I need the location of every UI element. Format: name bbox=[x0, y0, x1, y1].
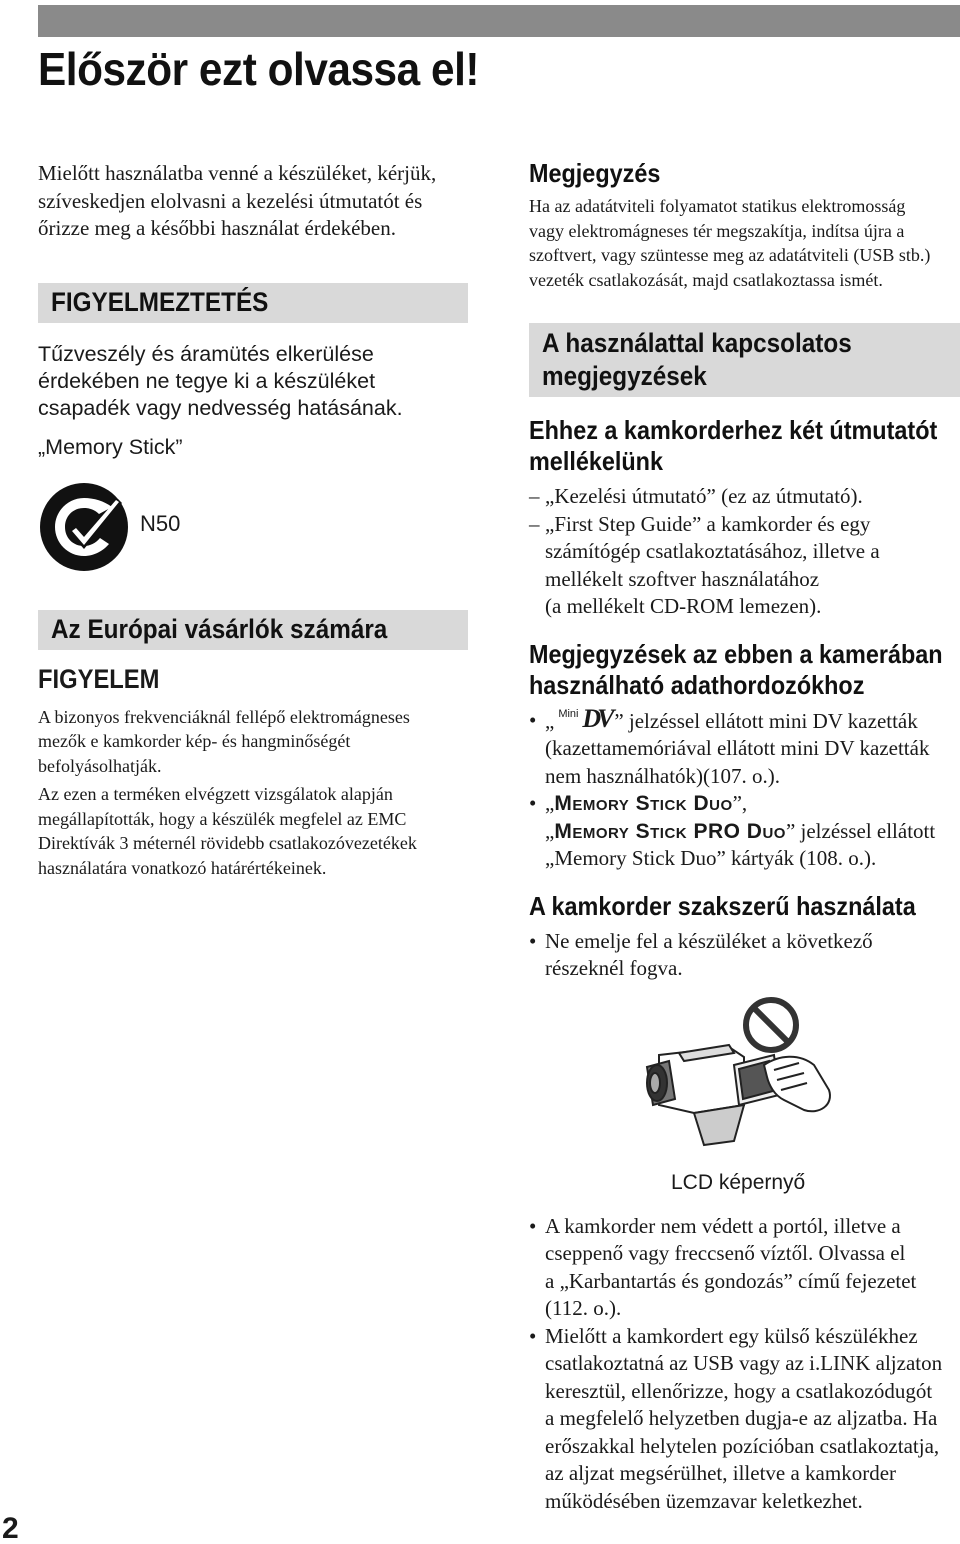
media-list bbox=[529, 703, 960, 873]
text-line: Mielőtt a kamkordert egy külső készülékhez bbox=[545, 1323, 918, 1348]
text-line: (kazettamemóriával ellátott mini DV kazetták bbox=[545, 736, 930, 760]
intro-line: szíveskedjen elolvasni a kezelési útmutatót és bbox=[38, 188, 423, 213]
logo-code: N50 bbox=[140, 510, 181, 536]
text-line: nem használhatók)(107. o.). bbox=[545, 763, 781, 788]
page-number: 2 bbox=[2, 1512, 19, 1544]
guides-list bbox=[529, 483, 960, 621]
ctick-logo-icon bbox=[38, 481, 130, 573]
usage-heading-bar bbox=[529, 323, 960, 397]
text-line: a „Karbantartás és gondozás” című fejezetet bbox=[545, 1268, 917, 1293]
intro-line: őrizze meg a későbbi használat érdekében. bbox=[38, 216, 396, 240]
proper-use-list bbox=[529, 928, 960, 983]
eu-heading-bar bbox=[38, 610, 468, 650]
text-line: mezők e kamkorder kép- és hangminőségét bbox=[38, 731, 351, 751]
heading-line: Ehhez a kamkorderhez két útmutatót bbox=[529, 415, 938, 445]
text-line: (a mellékelt CD-ROM lemezen). bbox=[545, 594, 822, 618]
text-line: „Memory Stick Duo” kártyák (108. o.). bbox=[545, 846, 877, 870]
left-column bbox=[38, 160, 470, 880]
text-line: megállapították, hogy a készülék megfelel az EMC bbox=[38, 808, 407, 829]
list-item bbox=[529, 511, 960, 621]
heading-line: Megjegyzések az ebben a kamerában bbox=[529, 638, 943, 669]
proper-use-heading: A kamkorder szakszerű használata bbox=[529, 890, 916, 921]
text-line: (112. o.). bbox=[545, 1296, 622, 1320]
intro-text bbox=[38, 160, 470, 243]
proper-use-section bbox=[529, 891, 960, 983]
list-item bbox=[529, 790, 960, 873]
text-line: részeknél fogva. bbox=[545, 956, 683, 980]
warning-text bbox=[38, 341, 470, 422]
note-heading: Megjegyzés bbox=[529, 158, 661, 188]
page-title: Először ezt olvassa el! bbox=[38, 43, 480, 95]
warning-line: csapadék vagy nedvesség hatásának. bbox=[38, 395, 403, 420]
text-line: Az ezen a terméken elvégzett vizsgálatok alapján bbox=[38, 784, 393, 804]
text-line: A bizonyos frekvenciáknál fellépő elektromágneses bbox=[38, 706, 410, 727]
care-list bbox=[529, 1213, 960, 1516]
minidv-logo-icon bbox=[554, 703, 614, 733]
warning-line: Tűzveszély és áramütés elkerülése bbox=[38, 341, 374, 366]
text-line: erőszakkal helytelen pozícióban csatlakoztatja, bbox=[545, 1433, 940, 1458]
text-line: „Kezelési útmutató” (ez az útmutató). bbox=[545, 484, 863, 508]
text-line: Direktívák 3 méternél rövidebb csatlakozóvezetékek bbox=[38, 833, 417, 853]
ctick-logo-row bbox=[38, 475, 470, 585]
text-line: A kamkorder nem védett a portól, illetve a bbox=[545, 1213, 901, 1238]
quote-mark: „ bbox=[545, 818, 555, 843]
text-line: ” jelzéssel ellátott bbox=[785, 818, 936, 843]
quote-mark: „ bbox=[545, 708, 555, 733]
usage-heading-line: megjegyzések bbox=[542, 361, 707, 391]
memory-stick-label: „Memory Stick” bbox=[38, 434, 183, 459]
heading-line: mellékelünk bbox=[529, 446, 663, 476]
warning-heading: FIGYELMEZTETÉS bbox=[51, 287, 269, 317]
quote-mark: „ bbox=[545, 791, 555, 815]
text-line: vagy elektromágneses tér megszakítja, indítsa újra a bbox=[529, 220, 905, 241]
list-item bbox=[529, 928, 960, 983]
figyelem-heading: FIGYELEM bbox=[38, 663, 160, 694]
text-line: Ne emelje fel a készüléket a következő bbox=[545, 928, 873, 953]
guides-heading bbox=[529, 415, 938, 477]
text-line: csatlakoztatná az USB vagy az i.LINK aljzaton bbox=[545, 1351, 943, 1375]
heading-line: használható adathordozókhoz bbox=[529, 669, 865, 700]
text-line: vezeték csatlakozását, majd csatlakoztassa ismét. bbox=[529, 269, 883, 290]
lcd-label: LCD képernyő bbox=[671, 1170, 806, 1194]
warning-line: érdekében ne tegye ki a készüléket bbox=[38, 368, 376, 393]
text-line: cseppenő vagy freccsenő víztől. Olvassa el bbox=[545, 1241, 906, 1265]
camcorder-illustration bbox=[529, 995, 960, 1195]
warning-heading-bar bbox=[38, 283, 468, 323]
list-item bbox=[529, 1213, 960, 1323]
header-bar bbox=[38, 5, 960, 37]
right-column bbox=[529, 158, 960, 1515]
eu-heading: Az Európai vásárlók számára bbox=[51, 614, 388, 644]
list-item bbox=[529, 1323, 960, 1516]
text-line: ” jelzéssel ellátott mini DV kazetták bbox=[614, 708, 918, 733]
media-heading bbox=[529, 638, 943, 701]
minidv-mini-text: Mini bbox=[558, 707, 579, 720]
text-line: használatára vonatkozó határértékeinek. bbox=[38, 857, 327, 878]
text-line: mellékelt szoftver használatához bbox=[545, 566, 820, 591]
text-line: „First Step Guide” a kamkorder és egy bbox=[545, 511, 871, 536]
text-line: a megfelelő helyzetben dugja-e az aljzatba. Ha bbox=[545, 1406, 938, 1430]
memory-stick-duo-logo: Memory Stick Duo bbox=[554, 792, 733, 815]
memory-stick-pro-duo-logo: Memory Stick PRO Duo bbox=[554, 819, 786, 843]
text-line: működésében üzemzavar keletkezhet. bbox=[545, 1488, 863, 1513]
figyelem-paragraph-2 bbox=[38, 782, 470, 880]
text-line: szoftvert, vagy szüntesse meg az adatátviteli (USB stb.) bbox=[529, 245, 931, 265]
intro-line: Mielőtt használatba venné a készüléket, kérjük, bbox=[38, 161, 437, 185]
list-item bbox=[529, 703, 960, 791]
minidv-dv-text: DV bbox=[582, 703, 611, 733]
text-line: számítógép csatlakoztatásához, illetve a bbox=[545, 539, 880, 563]
text-line: az aljzat megsérülhet, illetve a kamkorder bbox=[545, 1461, 897, 1485]
guides-section bbox=[529, 415, 960, 621]
text-line: keresztül, ellenőrizze, hogy a csatlakozódugót bbox=[545, 1378, 933, 1403]
media-section bbox=[529, 639, 960, 873]
text-line: befolyásolhatják. bbox=[38, 755, 162, 776]
text-line: Ha az adatátviteli folyamatot statikus elektromosság bbox=[529, 196, 906, 216]
quote-mark: ”, bbox=[732, 791, 748, 815]
note-text bbox=[529, 194, 960, 292]
camcorder-lcd-hand-icon bbox=[529, 995, 960, 1165]
list-item bbox=[529, 483, 960, 511]
usage-heading-line: A használattal kapcsolatos bbox=[542, 328, 852, 358]
figyelem-paragraph-1 bbox=[38, 705, 470, 779]
